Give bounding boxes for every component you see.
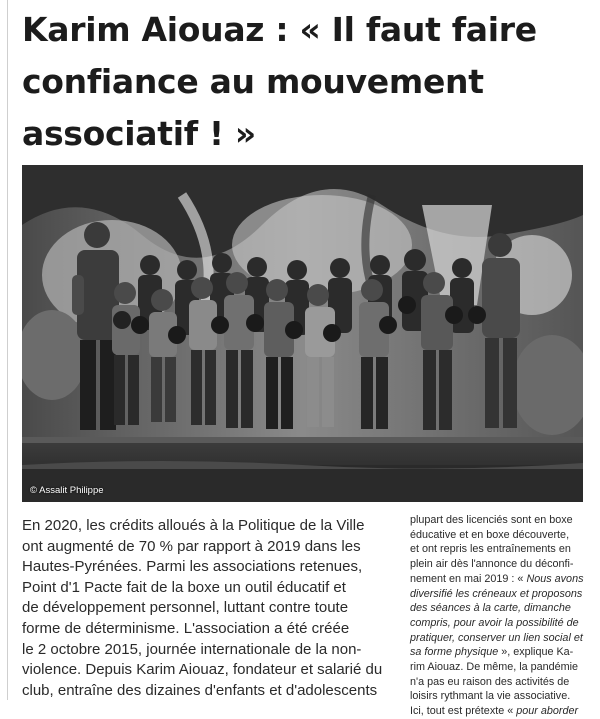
quote-fragment: compris, pour avoir la possibilité de <box>410 616 579 629</box>
body-line: loisirs rythmant la vie associative. <box>410 690 571 703</box>
body-line: ont augmenté de 70 % par rapport à 2019 dans les <box>22 537 361 555</box>
quote-fragment: sa forme physique <box>410 646 499 659</box>
body-line: Point d'1 Pacte fait de la boxe un outil éducatif et <box>22 578 346 596</box>
article-headline <box>22 4 592 160</box>
body-line <box>410 572 586 587</box>
body-line: rim Aiouaz. De même, la pandémie <box>410 661 579 674</box>
body-line: forme de déterminisme. L'association a été créée <box>22 619 350 637</box>
body-fragment: », explique Ka- <box>498 646 574 659</box>
body-line: et ont repris les entraînements en <box>410 543 571 556</box>
body-line <box>410 645 586 660</box>
body-line: plupart des licenciés sont en boxe <box>410 514 573 526</box>
body-line: En 2020, les crédits alloués à la Politique de la Ville <box>22 517 365 534</box>
quote-fragment: pour aborder <box>516 705 579 718</box>
body-line: violence. Depuis Karim Aiouaz, fondateur et salarié du <box>22 661 383 679</box>
body-line: le 2 octobre 2015, journée internationale de la non- <box>22 640 362 658</box>
quote-fragment: diversifié les créneaux et proposons <box>410 587 583 600</box>
article-photo <box>22 165 583 502</box>
photo-credit: © Assalit Philippe <box>30 485 104 496</box>
body-line: club, entraîne des dizaines d'enfants et d'adolescents <box>22 681 378 699</box>
article-body-right-column <box>410 513 586 719</box>
body-line: n'a pas eu raison des activités de <box>410 675 570 688</box>
body-line: éducative et en boxe découverte, <box>410 528 570 541</box>
quote-fragment: Nous avons <box>526 572 584 585</box>
headline-line: Karim Aiouaz : « Il faut faire <box>22 10 537 49</box>
boxing-club-group-image <box>22 165 583 502</box>
quote-fragment: pratiquer, conserver un lien social et <box>410 631 583 644</box>
body-line <box>410 631 586 646</box>
article-body-left-column <box>22 516 394 701</box>
body-line: Hautes-Pyrénées. Parmi les associations retenues, <box>22 558 363 576</box>
body-line: de développement personnel, luttant contre toute <box>22 599 349 617</box>
body-line <box>410 704 586 719</box>
headline-line: associatif ! » <box>22 114 256 153</box>
body-line: plein air dès l'annonce du déconfi- <box>410 558 574 571</box>
body-line <box>410 587 586 602</box>
page-edge-rule <box>7 0 8 700</box>
headline-line: confiance au mouvement <box>22 62 484 101</box>
body-fragment: Ici, tout est prétexte « <box>410 705 517 718</box>
body-line <box>410 601 586 616</box>
quote-fragment: des séances à la carte, dimanche <box>410 602 571 615</box>
body-line <box>410 616 586 631</box>
body-fragment: nement en mai 2019 : « <box>410 572 527 585</box>
